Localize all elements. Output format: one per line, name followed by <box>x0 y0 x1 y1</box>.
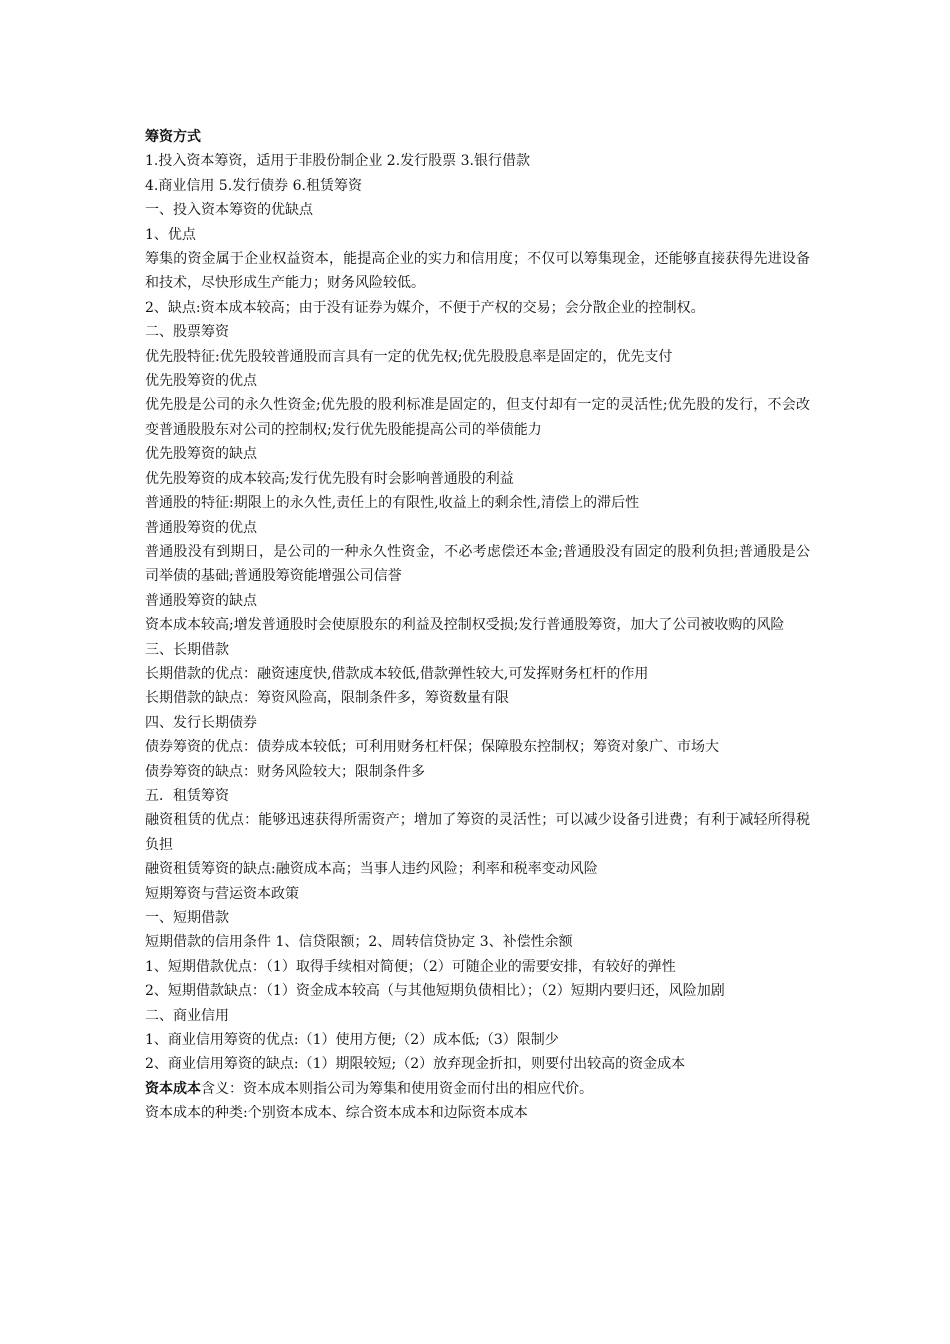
capital-cost-definition: 含义：资本成本则指公司为筹集和使用资金而付出的相应代价。 <box>201 1080 593 1097</box>
subheading: 优先股筹资的优点 <box>145 373 257 390</box>
paragraph: 资本成本较高;增发普通股时会使原股东的利益及控制权受损;发行普通股筹资，加大了公司被收购的风险 <box>145 617 785 634</box>
paragraph: 1.投入资本筹资，适用于非股份制企业 2.发行股票 3.银行借款 <box>145 153 530 170</box>
paragraph: 2、缺点:资本成本较高；由于没有证券为媒介，不便于产权的交易；会分散企业的控制权。 <box>145 299 705 316</box>
section-heading: 四、发行长期债券 <box>145 714 257 731</box>
subheading: 一、短期借款 <box>145 910 229 926</box>
section-heading: 五．租赁筹资 <box>145 787 229 804</box>
capital-cost-paragraph <box>145 1077 810 1101</box>
document-page <box>145 125 810 1126</box>
capital-cost-term: 资本成本 <box>145 1080 201 1097</box>
subheading: 二、商业信用 <box>145 1007 229 1024</box>
paragraph: 2、商业信用筹资的缺点:（1）期限较短;（2）放弃现金折扣，则要付出较高的资金成本 <box>145 1056 686 1073</box>
section-heading: 三、长期借款 <box>145 641 229 658</box>
paragraph: 普通股没有到期日，是公司的一种永久性资金，不必考虑偿还本金;普通股没有固定的股利负担;普通股是公司举债的基础;普通股筹资能增强公司信誉 <box>145 543 810 585</box>
paragraph: 长期借款的优点：融资速度快,借款成本较低,借款弹性较大,可发挥财务杠杆的作用 <box>145 665 649 682</box>
paragraph: 债券筹资的缺点：财务风险较大；限制条件多 <box>145 763 425 780</box>
paragraph: 4.商业信用 5.发行债券 6.租赁筹资 <box>145 177 362 194</box>
section-heading: 一、投入资本筹资的优缺点 <box>145 202 313 219</box>
paragraph: 优先股是公司的永久性资金;优先股的股利标准是固定的，但支付却有一定的灵活性;优先股的发行，不会改变普通股股东对公司的控制权;发行优先股能提高公司的举债能力 <box>145 397 810 438</box>
subheading: 普通股筹资的缺点 <box>145 592 257 609</box>
paragraph: 短期借款的信用条件 1、信贷限额；2、周转信贷协定 3、补偿性余额 <box>145 934 573 951</box>
subheading: 普通股筹资的优点 <box>145 519 257 536</box>
section-heading: 短期筹资与营运资本政策 <box>145 885 299 902</box>
subheading: 1、优点 <box>145 226 196 243</box>
paragraph: 优先股筹资的成本较高;发行优先股有时会影响普通股的利益 <box>145 470 514 487</box>
paragraph: 1、短期借款优点：（1）取得手续相对简便；（2）可随企业的需要安排，有较好的弹性 <box>145 958 676 975</box>
paragraph: 融资租赁的优点：能够迅速获得所需资产；增加了筹资的灵活性；可以减少设备引进费；有利于减轻所得税负担 <box>145 812 810 853</box>
paragraph: 融资租赁筹资的缺点:融资成本高；当事人违约风险；利率和税率变动风险 <box>145 861 598 878</box>
paragraph: 1、商业信用筹资的优点:（1）使用方便;（2）成本低;（3）限制少 <box>145 1032 559 1049</box>
paragraph: 资本成本的种类:个别资本成本、综合资本成本和边际资本成本 <box>145 1105 528 1122</box>
paragraph: 债券筹资的优点：债券成本较低；可利用财务杠杆保；保障股东控制权；筹资对象广、市场大 <box>145 739 719 756</box>
paragraph: 2、短期借款缺点：（1）资金成本较高（与其他短期负债相比）；（2）短期内要归还，风险加剧 <box>145 983 725 1000</box>
subheading: 优先股筹资的缺点 <box>145 446 257 463</box>
paragraph: 优先股特征:优先股较普通股而言具有一定的优先权;优先股股息率是固定的，优先支付 <box>145 348 673 365</box>
section-heading: 二、股票筹资 <box>145 324 229 341</box>
paragraph: 筹集的资金属于企业权益资本，能提高企业的实力和信用度；不仅可以筹集现金，还能够直接获得先进设备和技术，尽快形成生产能力；财务风险较低。 <box>145 251 810 292</box>
paragraph: 普通股的特征:期限上的永久性,责任上的有限性,收益上的剩余性,清偿上的滞后性 <box>145 495 640 512</box>
paragraph: 长期借款的缺点：筹资风险高，限制条件多，筹资数量有限 <box>145 690 509 707</box>
document-title: 筹资方式 <box>145 129 201 145</box>
